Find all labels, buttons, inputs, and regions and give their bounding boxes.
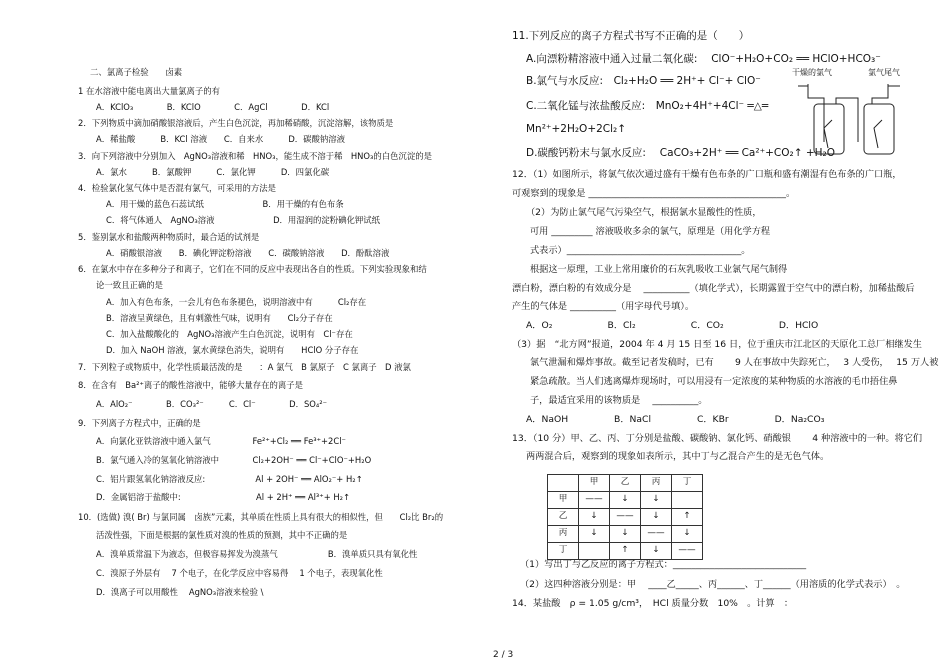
table-cell: 甲 xyxy=(548,492,579,509)
question-line: 可用 _________ 溶液吸收多余的氯气，原理是（用化学方程 xyxy=(530,226,771,237)
table-cell: —— xyxy=(579,492,610,509)
option-line: C．加入盐酸酸化的 AgNO₃溶液产生白色沉淀，说明有 Cl⁻存在 xyxy=(106,329,353,339)
table-cell: 甲 xyxy=(579,475,610,492)
question-line: （1）写出丁与乙反应的离子方程式：_____________________________ xyxy=(520,559,807,570)
option-line: D．溴离子可以用酸性 AgNO₃溶液来检验 \ xyxy=(96,587,264,597)
question-line: 两两混合后，观察到的现象如表所示，其中丁与乙混合产生的是无色气体。 xyxy=(526,451,830,462)
table-cell: —— xyxy=(641,526,672,543)
table-cell xyxy=(548,475,579,492)
option-line: A．KClO₃ B．KClO C．AgCl D．KCl xyxy=(96,102,330,112)
question-line: 8．在含有 Ba²⁺离子的酸性溶液中，能够大量存在的离子是 xyxy=(78,380,303,390)
question-line: 5．鉴别氯水和盐酸两种物质时，最合适的试剂是 xyxy=(78,232,260,242)
table-cell: 丙 xyxy=(641,475,672,492)
question-line: 产生的气体是 __________（用字母代号填）。 xyxy=(512,301,695,312)
option-line: Mn²⁺+2H₂O+2Cl₂↑ xyxy=(526,123,627,135)
table-cell: 乙 xyxy=(610,475,641,492)
option-line: D．加入 NaOH 溶液，氯水黄绿色消失，说明有 HClO 分子存在 xyxy=(106,345,359,355)
table-row xyxy=(548,526,703,543)
table-cell: ↓ xyxy=(641,543,672,560)
option-line: A．稀盐酸 B．KCl 溶液 C．自来水 D．碳酸钠溶液 xyxy=(96,134,346,144)
option-line: A．NaOH B．NaCl C．KBr D．Na₂CO₃ xyxy=(526,414,825,425)
question-line: 3．向下列溶液中分别加入 AgNO₃溶液和稀 HNO₃，能生成不溶于稀 HNO₃的白色沉淀的是 xyxy=(78,151,432,161)
diagram-label-tail-gas: 氯气尾气 xyxy=(868,68,900,77)
option-line: B．氯气通入冷的氢氧化钠溶液中 Cl₂+2OH⁻ ══ Cl⁻+ClO⁻+H₂O xyxy=(96,455,372,465)
question-line: 10．(选做) 溴( Br) 与氯同属 卤族”元素，其单质在性质上具有很大的相似性，但 Cl₂比 Br₂的 xyxy=(78,512,444,522)
question-line: 2．下列物质中滴加硝酸银溶液后，产生白色沉淀，再加稀硝酸，沉淀溶解，该物质是 xyxy=(78,118,394,128)
option-line: A．向氯化亚铁溶液中通入氯气 Fe²⁺+Cl₂ ══ Fe³⁺+2Cl⁻ xyxy=(96,436,346,446)
table-cell: —— xyxy=(672,543,703,560)
table-header-row xyxy=(548,475,703,492)
option-line: A．用干燥的蓝色石蕊试纸 B．用干燥的有色布条 xyxy=(106,199,344,209)
table-cell: ↑ xyxy=(610,543,641,560)
option-line: C．将气体通人 AgNO₃溶液 D．用湿润的淀粉碘化钾试纸 xyxy=(106,215,381,225)
table-cell: ↓ xyxy=(641,509,672,526)
question-line: 9．下列离子方程式中，正确的是 xyxy=(78,418,201,428)
table-row xyxy=(548,543,703,560)
question-line: 1 在水溶液中能电离出大量氯离子的有 xyxy=(78,86,220,96)
table-cell: ↑ xyxy=(672,509,703,526)
table-cell: ↓ xyxy=(610,526,641,543)
option-line: B.氯气与水反应: Cl₂+H₂O ══ 2H⁺+ Cl⁻+ ClO⁻ xyxy=(526,75,761,87)
option-line: A．溴单质常温下为液态，但极容易挥发为溴蒸气 B．溴单质只具有氧化性 xyxy=(96,549,418,559)
table-cell: 丁 xyxy=(672,475,703,492)
question-line: （2）这四种溶液分别是：甲 ____乙_____、丙______、丁______（用溶质的化学式表示） 。 xyxy=(520,579,906,590)
question-line: 4．检验氯化氢气体中是否混有氯气，可采用的方法是 xyxy=(78,183,276,193)
option-line: A．AlO₂⁻ B．CO₃²⁻ C．Cl⁻ D．SO₄²⁻ xyxy=(96,399,328,409)
table-cell: ↓ xyxy=(579,509,610,526)
option-line: A.向漂粉精溶液中通入过量二氧化碳: ClO⁻+H₂O+CO₂ ══ HClO+HCO₃⁻ xyxy=(526,53,881,65)
section-title: 二、氯离子检验 卤素 xyxy=(90,67,183,77)
option-line: C．溴原子外层有 7 个电子，在化学反应中容易得 1 个电子，表现氧化性 xyxy=(96,568,383,578)
table-cell: —— xyxy=(610,509,641,526)
page-number: 2 / 3 xyxy=(493,650,514,660)
table-cell: ↓ xyxy=(672,526,703,543)
question-line: 7．下列粒子或物质中，化学性质最活泼的是 ：A 氯气 B 氯原子 C 氯离子 D 液氯 xyxy=(78,362,411,372)
question-line: 式表示）______________________________________。 xyxy=(530,245,751,256)
option-line: A．加入有色布条，一会儿有色布条褪色，说明溶液中有 Cl₂存在 xyxy=(106,297,367,307)
question-line: 漂白粉，漂白粉的有效成分是 __________（填化学式），长期露置于空气中的漂白粉，加稀盐酸后 xyxy=(512,283,915,294)
option-line: B．溶液呈黄绿色，且有刺激性气味，说明有 Cl₂分子存在 xyxy=(106,313,333,323)
question-line: 活泼性强，下面是根据的氯性质对溴的性质的预测，其中不正确的是 xyxy=(96,530,348,540)
option-line: D.碳酸钙粉末与氯水反应: CaCO₃+2H⁺ ══ Ca²⁺+CO₂↑ +H₂O xyxy=(526,147,836,159)
option-line: D．金属铝溶于盐酸中: Al + 2H⁺ ══ Al³⁺+ H₂↑ xyxy=(96,492,351,502)
table-cell: ↓ xyxy=(641,492,672,509)
table-cell: 丙 xyxy=(548,526,579,543)
question-line: 6．在氯水中存在多种分子和离子，它们在不同的反应中表现出各自的性质。下列实验现象和结 xyxy=(78,264,427,274)
bottles-drawing xyxy=(788,68,920,164)
question-line: 紧急疏散。当人们逃离爆炸现场时，可以用浸有一定浓度的某种物质的水溶液的毛巾捂住鼻 xyxy=(530,376,898,387)
question-line: 子，最适宜采用的该物质是 __________。 xyxy=(530,395,708,406)
question-line: 11.下列反应的离子方程式书写不正确的是（ ） xyxy=(512,30,750,42)
table-row xyxy=(548,509,703,526)
question-line: （2）为防止氯气尾气污染空气，根据氯水显酸性的性质， xyxy=(526,207,762,218)
question-line: 13．（10 分）甲、乙、丙、丁分别是盐酸、碳酸钠、氯化钙、硝酸银 4 种溶液中的一种。将它们 xyxy=(512,433,923,444)
table-cell: ↓ xyxy=(610,492,641,509)
diagram-label-dry-chlorine: 干燥的氯气 xyxy=(792,68,832,77)
question-line: 论一致且正确的是 xyxy=(96,280,163,290)
question-line: 14．某盐酸 ρ = 1.05 g/cm³， HCl 质量分数 10% 。计算 ： xyxy=(512,598,794,609)
option-line: A．氯水 B．氯酸钾 C．氯化钾 D．四氯化碳 xyxy=(96,167,330,177)
gas-bottles-diagram xyxy=(788,68,920,164)
option-line: C.二氧化锰与浓盐酸反应: MnO₂+4H⁺+4Cl⁻ ═△═ xyxy=(526,100,769,112)
question-line: 氯气泄漏和爆炸事故。截至记者发稿时，已有 9 人在事故中失踪死亡， 3 人受伤， 15 万人被 xyxy=(530,357,939,368)
question-line: 可观察到的现象是 ___________________________________________。 xyxy=(512,188,796,199)
table-cell: 乙 xyxy=(548,509,579,526)
table-cell: ↓ xyxy=(579,526,610,543)
table-cell xyxy=(672,492,703,509)
table-row xyxy=(548,492,703,509)
question-line: 根据这一原理，工业上常用廉价的石灰乳吸收工业氯气尾气制得 xyxy=(530,264,788,275)
table-cell: 丁 xyxy=(548,543,579,560)
option-line: C．铝片跟氢氧化钠溶液反应: Al + 2OH⁻ ══ AlO₂⁻+ H₂↑ xyxy=(96,474,363,484)
question-line: （3）据 “北方网”报道，2004 年 4 月 15 日至 16 日，位于重庆市江北区的天原化工总厂相继发生 xyxy=(512,339,922,350)
table-cell xyxy=(579,543,610,560)
question-line: 12．（1）如图所示，将氯气依次通过盛有干燥有色布条的广口瓶和盛有潮湿有色布条的广口瓶， xyxy=(512,169,902,180)
mixing-result-table xyxy=(547,474,703,560)
option-line: A．硝酸银溶液 B．碘化钾淀粉溶液 C．碳酸钠溶液 D．酚酞溶液 xyxy=(106,248,390,258)
option-line: A．O₂ B．Cl₂ C．CO₂ D．HClO xyxy=(526,320,819,331)
